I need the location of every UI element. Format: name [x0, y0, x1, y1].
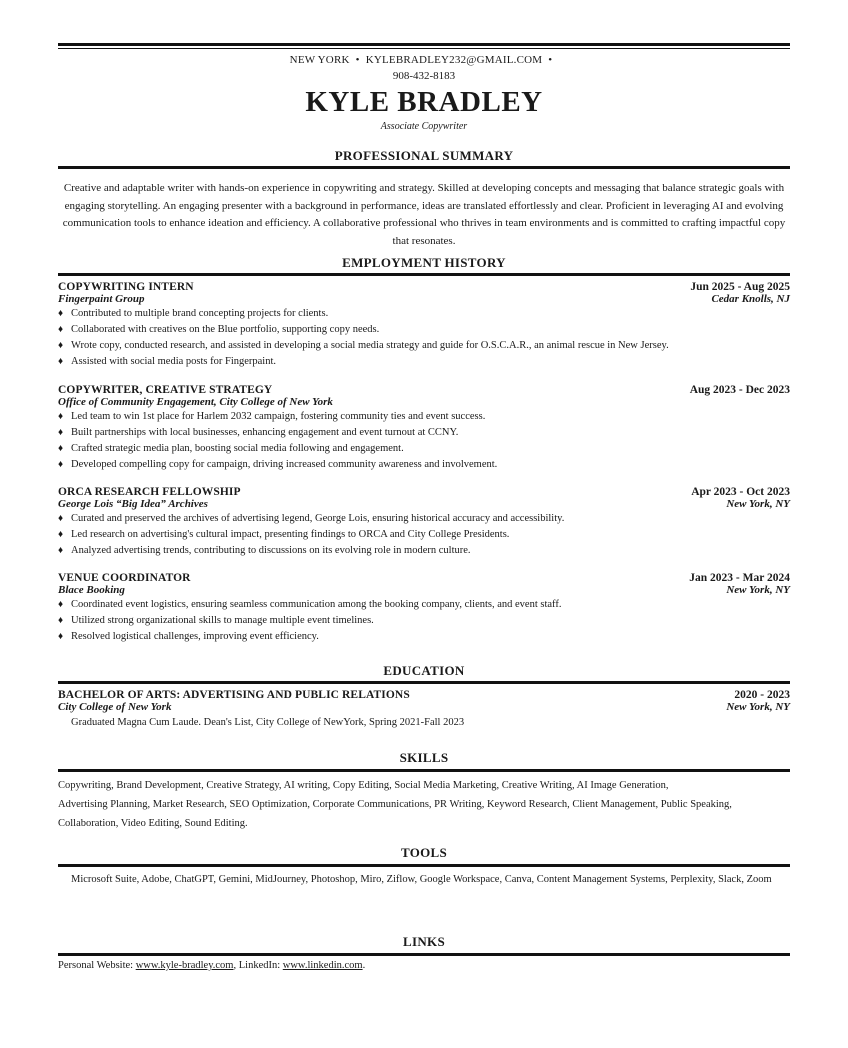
job-entry: [58, 281, 790, 370]
list-item: ♦ Analyzed advertising trends, contributing to discussions on its evolving role in modern culture.: [58, 543, 790, 559]
diamond-bullet-icon: ♦: [58, 427, 64, 438]
summary-text: Creative and adaptable writer with hands-on experience in copywriting and strategy. Skilled at developing concepts and messaging that balance strategic goals with engaging storytelling. An engaging presenter with a background in performance, ideas are translated effortlessly and clear. Proficient in leveraging AI and evolving communication tools to enhance ideation and efficiency. A collaborative professional who thrives in team environments and is committed to crafting impactful copy that resonates.: [62, 182, 786, 247]
candidate-role: Associate Copywriter: [380, 121, 468, 132]
bullet-separator: •: [355, 54, 360, 66]
job-title: COPYWRITING INTERN: [58, 281, 194, 293]
school-location: New York, NY: [726, 701, 790, 713]
list-item: ♦ Wrote copy, conducted research, and assisted in developing a social media strategy and guide for O.S.C.A.R., an animal rescue in New Jersey.: [58, 338, 790, 354]
linkedin-link[interactable]: www.linkedin.com: [282, 960, 363, 971]
job-org: George Lois “Big Idea” Archives: [58, 498, 208, 510]
job-dates: Aug 2023 - Dec 2023: [689, 384, 790, 396]
job-dates: Apr 2023 - Oct 2023: [691, 486, 790, 498]
candidate-name: KYLE BRADLEY: [305, 86, 543, 118]
section-title-employment: EMPLOYMENT HISTORY: [342, 255, 506, 270]
section-rule: [58, 769, 790, 772]
education-dates: 2020 - 2023: [734, 689, 790, 701]
links-line: [58, 960, 790, 971]
email[interactable]: KYLEBRADLEY232@GMAIL.COM: [365, 54, 543, 66]
period: .: [362, 960, 366, 971]
diamond-bullet-icon: ♦: [58, 324, 64, 335]
job-bullets: [58, 306, 790, 370]
list-item: ♦ Led team to win 1st place for Harlem 2032 campaign, fostering community ties and event success.: [58, 409, 790, 425]
section-rule: [58, 953, 790, 956]
diamond-bullet-icon: ♦: [58, 459, 64, 470]
section-title-education: EDUCATION: [383, 663, 465, 678]
job-entry: [58, 486, 790, 559]
contact-line: [58, 54, 790, 66]
list-item: ♦ Resolved logistical challenges, improving event efficiency.: [58, 629, 790, 645]
list-item: ♦ Built partnerships with local businesses, enhancing engagement and event turnout at CCNY.: [58, 425, 790, 441]
list-item: ♦ Developed compelling copy for campaign, driving increased community awareness and involvement.: [58, 457, 790, 473]
tools-list: Microsoft Suite, Adobe, ChatGPT, Gemini, MidJourney, Photoshop, Miro, Ziflow, Google Workspace, Canva, Content Management Systems, Perplexity, Slack, Zoom: [71, 874, 772, 885]
job-entry: [58, 384, 790, 473]
skills-line: Copywriting, Brand Development, Creative Strategy, AI writing, Copy Editing, Social Media Marketing, Creative Writing, AI Image Generation,: [58, 780, 669, 791]
list-item: ♦ Collaborated with creatives on the Blue portfolio, supporting copy needs.: [58, 322, 790, 338]
list-item: ♦ Assisted with social media posts for Fingerpaint.: [58, 354, 790, 370]
linkedin-label: LinkedIn:: [238, 960, 281, 971]
education-entry: [58, 689, 790, 731]
bullet-separator: •: [548, 54, 553, 66]
top-rule-thin: [58, 48, 790, 49]
job-title: VENUE COORDINATOR: [58, 572, 191, 584]
section-rule: [58, 864, 790, 867]
section-title-skills: SKILLS: [399, 750, 449, 765]
job-entry: [58, 572, 790, 645]
website-link[interactable]: www.kyle-bradley.com: [135, 960, 234, 971]
skills-line: Advertising Planning, Market Research, SEO Optimization, Corporate Communications, PR Writing, Keyword Research, Client Management, Public Speaking,: [58, 799, 732, 810]
diamond-bullet-icon: ♦: [58, 411, 64, 422]
job-org: Fingerpaint Group: [58, 293, 145, 305]
job-bullets: [58, 511, 790, 559]
school: City College of New York: [58, 701, 172, 713]
job-dates: Jun 2025 - Aug 2025: [690, 281, 790, 293]
job-org: Blace Booking: [58, 584, 125, 596]
diamond-bullet-icon: ♦: [58, 356, 64, 367]
job-bullets: [58, 597, 790, 645]
list-item: ♦ Coordinated event logistics, ensuring seamless communication among the booking company, clients, and event staff.: [58, 597, 790, 613]
section-rule: [58, 681, 790, 684]
job-title: ORCA RESEARCH FELLOWSHIP: [58, 486, 241, 498]
list-item: ♦ Curated and preserved the archives of advertising legend, George Lois, ensuring historical accuracy and accessibility.: [58, 511, 790, 527]
job-location: New York, NY: [726, 498, 790, 510]
job-org: Office of Community Engagement, City College of New York: [58, 396, 333, 408]
section-title-summary: PROFESSIONAL SUMMARY: [334, 148, 514, 163]
skills-list: [58, 776, 790, 833]
website-label: Personal Website:: [58, 960, 134, 971]
section-title-tools: TOOLS: [400, 845, 448, 860]
section-rule: [58, 166, 790, 169]
phone: 908-432-8183: [392, 70, 456, 82]
list-item: ♦ Led research on advertising's cultural impact, presenting findings to ORCA and City College Presidents.: [58, 527, 790, 543]
diamond-bullet-icon: ♦: [58, 308, 64, 319]
job-location: New York, NY: [726, 584, 790, 596]
diamond-bullet-icon: ♦: [58, 545, 64, 556]
diamond-bullet-icon: ♦: [58, 599, 64, 610]
diamond-bullet-icon: ♦: [58, 631, 64, 642]
section-rule: [58, 273, 790, 276]
comma: ,: [233, 960, 239, 971]
diamond-bullet-icon: ♦: [58, 615, 64, 626]
job-dates: Jan 2023 - Mar 2024: [689, 572, 790, 584]
diamond-bullet-icon: ♦: [58, 513, 64, 524]
diamond-bullet-icon: ♦: [58, 529, 64, 540]
job-location: Cedar Knolls, NJ: [711, 293, 790, 305]
diamond-bullet-icon: ♦: [58, 443, 64, 454]
top-rule: [58, 43, 790, 46]
job-bullets: [58, 409, 790, 473]
skills-line: Collaboration, Video Editing, Sound Editing.: [58, 818, 248, 829]
list-item: ♦ Contributed to multiple brand concepting projects for clients.: [58, 306, 790, 322]
list-item: ♦ Utilized strong organizational skills to manage multiple event timelines.: [58, 613, 790, 629]
job-title: COPYWRITER, CREATIVE STRATEGY: [58, 384, 273, 396]
list-item: ♦ Crafted strategic media plan, boosting social media following and engagement.: [58, 441, 790, 457]
location: NEW YORK: [289, 54, 350, 66]
diamond-bullet-icon: ♦: [58, 340, 64, 351]
section-title-links: LINKS: [403, 934, 445, 949]
degree: BACHELOR OF ARTS: ADVERTISING AND PUBLIC RELATIONS: [58, 689, 410, 701]
education-note: Graduated Magna Cum Laude. Dean's List, City College of NewYork, Spring 2021-Fall 2023: [71, 717, 465, 728]
